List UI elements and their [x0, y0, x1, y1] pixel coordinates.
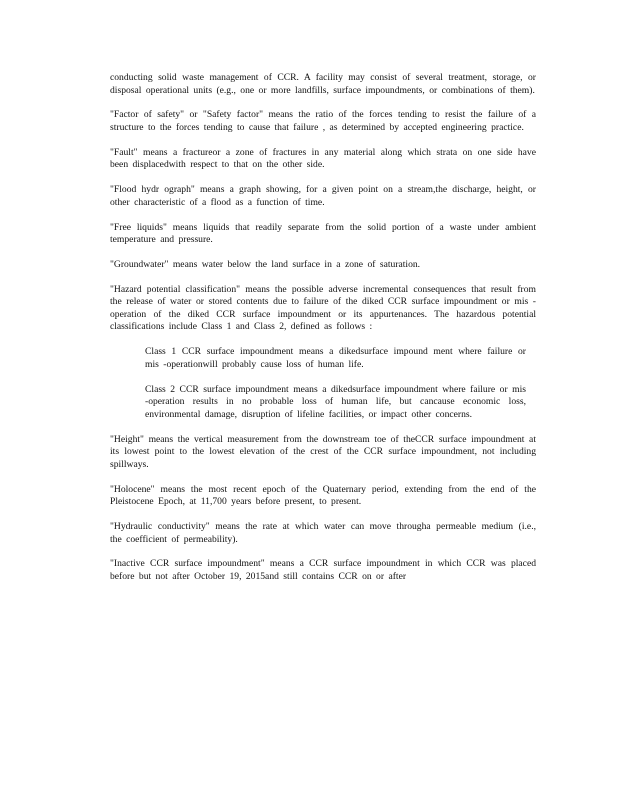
paragraph-inactive-ccr-surface-impoundment: "Inactive CCR surface impoundment" means a CCR surface impoundment in which CCR was placed before but not after October 19, 2015and still contains CCR on or after: [110, 558, 536, 582]
paragraph-hydraulic-conductivity: "Hydraulic conductivity" means the rate at which water can move througha permeable medium (i.e., the coefficient of permeability).: [110, 520, 536, 545]
paragraph-hazard-potential-classification: "Hazard potential classification" means the possible adverse incremental consequences that result from the release of water or stored contents due to failure of the diked CCR surface impoundment or mis -operation of the diked CCR surface impoundment or its appurtenances. The hazardous potential classifications include Class 1 and Class 2, defined as follows :: [110, 283, 536, 333]
paragraph-flood-hydrograph: "Flood hydr ograph" means a graph showing, for a given point on a stream,the discharge, height, or other characteristic of a flood as a function of time.: [110, 184, 536, 208]
paragraph-fault: "Fault" means a fractureor a zone of fractures in any material along which strata on one side have been displacedwith respect to that on the other side.: [110, 146, 536, 171]
paragraph-factor-of-safety: "Factor of safety" or "Safety factor" means the ratio of the forces tending to resist the failure of a structure to the forces tending to cause that failure , as determined by accepted engineering practice.: [110, 109, 536, 133]
paragraph-holocene: "Holocene" means the most recent epoch of the Quaternary period, extending from the end of the Pleistocene Epoch, at 11,700 years before present, to present.: [110, 483, 536, 508]
paragraph-class-1: Class 1 CCR surface impoundment means a dikedsurface impound ment where failure or mis -operationwill probably cause loss of human life.: [145, 346, 526, 370]
paragraph-height: "Height" means the vertical measurement from the downstream toe of theCCR surface impoundment at its lowest point to the lowest elevation of the crest of the CCR surface impoundment, not including spillways.: [110, 433, 536, 470]
paragraph-class-2: Class 2 CCR surface impoundment means a dikedsurface impoundment where failure or mis -operation results in no probable loss of human life, but cancause economic loss, environmental damage, disruption of lifeline facilities, or impact other concerns.: [145, 383, 526, 420]
paragraph-free-liquids: "Free liquids" means liquids that readily separate from the solid portion of a waste under ambient temperature and pressure.: [110, 221, 536, 246]
paragraph-facility-continued: conducting solid waste management of CCR. A facility may consist of several treatment, storage, or disposal operational units (e.g., one or more landfills, surface impoundments, or combinations of them).: [110, 72, 536, 96]
paragraph-groundwater: "Groundwater" means water below the land surface in a zone of saturation.: [110, 258, 421, 270]
